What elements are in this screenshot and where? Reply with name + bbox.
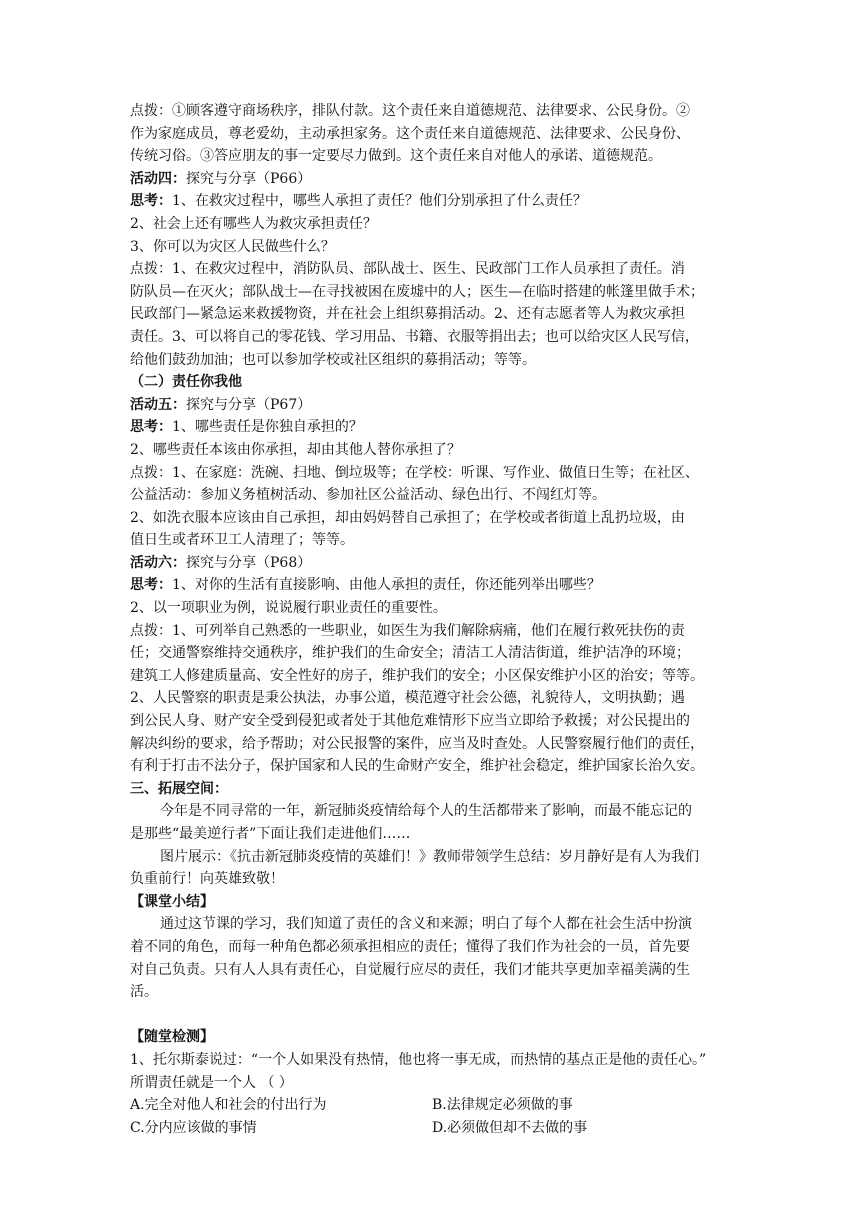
option-a: A.完全对他人和社会的付出行为 [130,1097,327,1114]
section-heading: （二）责任你我他 [130,374,242,391]
option-d: D.必须做但却不去做的事 [432,1119,588,1136]
think-question-line [130,190,740,213]
options-row [130,1117,740,1140]
hint-paragraph-line: 2、如洗衣服本应该由自己承担，却由妈妈替自己承担了；在学校或者街道上乱扔垃圾，由 [130,509,685,526]
question-line: 1、托尔斯泰说过：“一个人如果没有热情，他也将一事无成，而热情的基点正是他的责任心。” [130,1051,707,1068]
hint-paragraph-line: 任；交通警察维持交通秩序，维护我们的生命安全；清洁工人清洁街道，维护洁净的环境； [130,645,690,662]
hint-paragraph-line: 点拨：①顾客遵守商场秩序，排队付款。这个责任来自道德规范、法律要求、公民身份。② [130,103,690,119]
hint-paragraph-line: 建筑工人修建质量高、安全性好的房子，维护我们的安全；小区保安维护小区的治安；等等。 [130,667,704,684]
question-line: 所谓责任就是一个人 （ ） [130,1074,293,1091]
hint-paragraph-line: 解决纠纷的要求，给予帮助；对公民报警的案件，应当及时查处。人民警察履行他们的责任， [130,735,704,752]
extension-line: 是那些“最美逆行者”下面让我们走进他们…… [130,826,411,842]
option-b: B.法律规定必须做的事 [432,1097,573,1114]
hint-paragraph-line: 给他们鼓劲加油；也可以参加学校或社区组织的募捐活动；等等。 [130,351,536,368]
summary-title: 【课堂小结】 [130,893,214,910]
hint-paragraph-line: 点拨：1、在救灾过程中，消防队员、部队战士、医生、民政部门工作人员承担了责任。消 [130,261,685,278]
extension-line: 今年是不同寻常的一年，新冠肺炎疫情给每个人的生活都带来了影响，而最不能忘记的 [160,803,692,820]
activity-four-heading [130,168,740,191]
think-label: 思考： [130,419,172,436]
think-question: 1、哪些责任是你独自承担的？ [172,419,363,436]
hint-paragraph-line: 责任。3、可以将自己的零花钱、学习用品、书籍、衣服等捐出去；也可以给灾区人民写信， [130,328,699,345]
think-label: 思考： [130,577,172,594]
hint-paragraph-line: 点拨：1、可列举自己熟悉的一些职业，如医生为我们解除病痛，他们在履行救死扶伤的责 [130,622,685,639]
activity-five-heading [130,394,740,417]
think-question-line: 2、哪些责任本该由你承担，却由其他人替你承担了？ [130,441,461,458]
think-label: 思考： [130,193,172,210]
hint-paragraph-line: 有利于打击不法分子，保护国家和人民的生命财产安全，维护社会稳定，维护国家长治久安。 [130,758,704,775]
options-row [130,1094,740,1117]
test-title: 【随堂检测】 [130,1029,214,1046]
activity-text: 探究与分享（P67） [186,396,312,413]
summary-line: 对自己负责。只有人人具有责任心，自觉履行应尽的责任，我们才能共享更加幸福美满的生 [130,961,690,978]
hint-paragraph-line: 2、人民警察的职责是秉公执法，办事公道，模范遵守社会公德，礼貌待人，文明执勤；遇 [130,690,685,707]
hint-paragraph-line: 作为家庭成员，尊老爱幼，主动承担家务。这个责任来自道德规范、法律要求、公民身份、 [130,125,690,142]
activity-text: 探究与分享（P68） [186,554,312,571]
hint-paragraph-line: 防队员—在灭火；部队战士—在寻找被困在废墟中的人；医生—在临时搭建的帐篷里做手术； [130,283,704,300]
activity-label: 活动四： [130,170,186,187]
think-question-line [130,574,740,597]
summary-line: 活。 [130,984,158,1001]
activity-label: 活动五： [130,396,186,413]
option-c: C.分内应该做的事情 [130,1119,257,1136]
think-question: 1、对你的生活有直接影响、由他人承担的责任，你还能列举出哪些？ [172,577,601,594]
activity-six-heading [130,552,740,575]
activity-text: 探究与分享（P66） [186,170,312,187]
section-heading: 三、拓展空间： [130,780,228,797]
think-question-line: 3、你可以为灾区人民做些什么？ [130,238,335,255]
extension-line: 负重前行！向英雄致敬！ [130,871,284,888]
summary-line: 着不同的角色，而每一种角色都必须承担相应的责任；懂得了我们作为社会的一员，首先要 [130,938,690,955]
hint-paragraph-line: 公益活动：参加义务植树活动、参加社区公益活动、绿色出行、不闯红灯等。 [130,487,606,504]
hint-paragraph-line: 到公民人身、财产安全受到侵犯或者处于其他危难情形下应当立即给予救援；对公民提出的 [130,713,690,730]
blank-gap [130,1004,740,1027]
summary-line: 通过这节课的学习，我们知道了责任的含义和来源；明白了每个人都在社会生活中扮演 [160,916,692,933]
think-question-line: 2、以一项职业为例，说说履行职业责任的重要性。 [130,600,447,617]
hint-paragraph-line: 值日生或者环卫工人清理了；等等。 [130,532,354,549]
think-question-line [130,416,740,439]
hint-paragraph-line: 传统习俗。③答应朋友的事一定要尽力做到。这个责任来自对他人的承诺、道德规范。 [130,148,662,165]
extension-line: 图片展示：《抗击新冠肺炎疫情的英雄们！》教师带领学生总结：岁月静好是有人为我们 [160,848,699,865]
hint-paragraph-line: 点拨：1、在家庭：洗碗、扫地、倒垃圾等；在学校：听课、写作业、做值日生等；在社区、 [130,464,699,481]
think-question: 1、在救灾过程中，哪些人承担了责任？他们分别承担了什么责任？ [172,193,587,210]
think-question-line: 2、社会上还有哪些人为救灾承担责任？ [130,215,377,232]
activity-label: 活动六： [130,554,186,571]
document-page [130,100,740,1139]
hint-paragraph-line: 民政部门—紧急运来救援物资，并在社会上组织募捐活动。2、还有志愿者等人为救灾承担 [130,306,685,323]
